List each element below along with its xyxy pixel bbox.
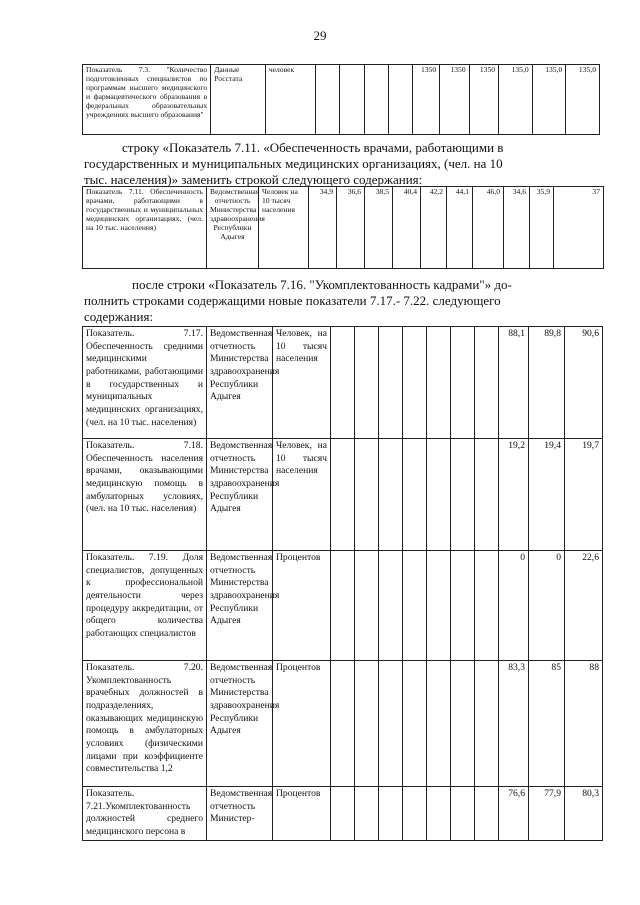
value-cell bbox=[427, 551, 451, 661]
table-new-indicators bbox=[82, 326, 603, 841]
indicator-name: Показатель. 7.20. Укомплектованность врачебных должностей в подразделениях, оказывающих медицинскую помощь в амбулаторных условиях (физическими лицами при коэффициенте совместительства 1,2 bbox=[83, 661, 207, 787]
indicator-unit: Человек, на 10 тысяч населения bbox=[273, 327, 331, 439]
value-cell: 19,2 bbox=[499, 439, 529, 551]
value-cell bbox=[379, 327, 403, 439]
page-number: 29 bbox=[313, 28, 327, 43]
value-cell bbox=[403, 439, 427, 551]
paragraph-replace-7-11 bbox=[84, 140, 604, 188]
value-cell bbox=[451, 327, 475, 439]
table-row bbox=[83, 439, 603, 551]
value-cell: 46,0 bbox=[473, 187, 504, 269]
value-cell bbox=[403, 661, 427, 787]
value-cell bbox=[379, 551, 403, 661]
value-cell: 19,7 bbox=[565, 439, 603, 551]
table-row bbox=[83, 551, 603, 661]
value-cell bbox=[331, 327, 355, 439]
value-cell bbox=[316, 65, 340, 135]
value-cell bbox=[355, 551, 379, 661]
value-cell: 135,0 bbox=[532, 65, 566, 135]
indicator-source: Ведомственная отчетность Министерства здравоохранения Республики Адыгея bbox=[207, 327, 273, 439]
indicator-source: Ведомственная отчетность Министерства здравоохранения Республики Адыгея bbox=[207, 551, 273, 661]
value-cell bbox=[427, 787, 451, 841]
paragraph-line: тыс. населения)» заменить строкой следующего содержания: bbox=[84, 172, 423, 187]
value-cell bbox=[379, 661, 403, 787]
value-cell: 35,9 bbox=[530, 187, 554, 269]
value-cell: 80,3 bbox=[565, 787, 603, 841]
indicator-unit: Процентов bbox=[273, 661, 331, 787]
indicator-name: Показатель. 7.17. Обеспеченность средними медицинскими работниками, работающими в государственных и муниципальных медицинских организациях, (чел. на 10 тыс. населения) bbox=[83, 327, 207, 439]
table-row bbox=[83, 787, 603, 841]
value-cell: 1350 bbox=[469, 65, 498, 135]
value-cell bbox=[379, 787, 403, 841]
indicator-unit: Процентов bbox=[273, 787, 331, 841]
paragraph-line: после строки «Показатель 7.16. "Укомплектованность кадрами"» до- bbox=[132, 277, 512, 292]
value-cell bbox=[427, 439, 451, 551]
indicator-source: Ведомственная отчетность Министерства здравоохранения Республики Адыгея bbox=[207, 661, 273, 787]
value-cell: 89,8 bbox=[529, 327, 565, 439]
paragraph-line: содержания: bbox=[84, 309, 154, 324]
paragraph-line: государственных и муниципальных медицинских организациях, (чел. на 10 bbox=[84, 156, 503, 171]
value-cell bbox=[331, 661, 355, 787]
paragraph-add-indicators bbox=[84, 277, 604, 325]
value-cell: 34,9 bbox=[309, 187, 337, 269]
value-cell bbox=[403, 327, 427, 439]
indicator-name: Показатель 7.11. Обеспеченность врачами, работающими в государственных и муниципальных медицинских организациях, (чел. на 10 тыс. населения) bbox=[83, 187, 207, 269]
indicator-source: Данные Росстата bbox=[211, 65, 266, 135]
indicator-unit: Человек, на 10 тысяч населения bbox=[273, 439, 331, 551]
value-cell bbox=[451, 551, 475, 661]
value-cell bbox=[427, 661, 451, 787]
value-cell bbox=[388, 65, 412, 135]
table-row bbox=[83, 661, 603, 787]
value-cell: 34,6 bbox=[504, 187, 530, 269]
table-row bbox=[83, 187, 604, 269]
value-cell: 19,4 bbox=[529, 439, 565, 551]
value-cell: 38,5 bbox=[365, 187, 393, 269]
value-cell bbox=[451, 661, 475, 787]
value-cell: 77,9 bbox=[529, 787, 565, 841]
indicator-name: Показатель. 7.21.Укомплектованность должностей среднего медицинского персона в bbox=[83, 787, 207, 841]
value-cell bbox=[451, 439, 475, 551]
value-cell: 44,1 bbox=[447, 187, 473, 269]
indicator-source: Ведомственная отчетность Министер- bbox=[207, 787, 273, 841]
value-cell bbox=[451, 787, 475, 841]
value-cell: 42,2 bbox=[421, 187, 447, 269]
value-cell bbox=[475, 551, 499, 661]
value-cell bbox=[331, 551, 355, 661]
value-cell: 0 bbox=[529, 551, 565, 661]
value-cell bbox=[403, 551, 427, 661]
value-cell bbox=[475, 439, 499, 551]
value-cell: 90,6 bbox=[565, 327, 603, 439]
value-cell bbox=[331, 787, 355, 841]
value-cell: 1350 bbox=[412, 65, 439, 135]
value-cell bbox=[355, 661, 379, 787]
table-indicator-7-11 bbox=[82, 186, 604, 269]
value-cell bbox=[403, 787, 427, 841]
indicator-unit: Процентов bbox=[273, 551, 331, 661]
table-row bbox=[83, 327, 603, 439]
indicator-source: Ведомственная отчетность Министерства здравоохранения Республики Адыгея bbox=[207, 187, 259, 269]
indicator-unit: Человек на 10 тысяч населения bbox=[259, 187, 309, 269]
indicator-source: Ведомственная отчетность Министерства здравоохранения Республики Адыгея bbox=[207, 439, 273, 551]
value-cell: 22,6 bbox=[565, 551, 603, 661]
value-cell: 1350 bbox=[440, 65, 469, 135]
value-cell: 135,0 bbox=[499, 65, 533, 135]
value-cell bbox=[427, 327, 451, 439]
value-cell: 88,1 bbox=[499, 327, 529, 439]
value-cell bbox=[475, 327, 499, 439]
value-cell: 36,6 bbox=[337, 187, 365, 269]
value-cell bbox=[331, 439, 355, 551]
value-cell bbox=[379, 439, 403, 551]
value-cell: 0 bbox=[499, 551, 529, 661]
value-cell bbox=[355, 439, 379, 551]
value-cell: 76,6 bbox=[499, 787, 529, 841]
indicator-unit: человек bbox=[265, 65, 315, 135]
table-row bbox=[83, 65, 600, 135]
value-cell bbox=[355, 787, 379, 841]
indicator-name: Показатель. 7.19. Доля специалистов, допущенных к профессиональной деятельности через процедуру аккредитации, от общего количества работающих специалистов bbox=[83, 551, 207, 661]
value-cell bbox=[340, 65, 364, 135]
paragraph-line: строку «Показатель 7.11. «Обеспеченность врачами, работающими в bbox=[122, 140, 504, 155]
value-cell bbox=[355, 327, 379, 439]
paragraph-line: полнить строками содержащими новые показатели 7.17.- 7.22. следующего bbox=[84, 293, 501, 308]
table-indicator-7-3 bbox=[82, 64, 600, 135]
value-cell: 37 bbox=[554, 187, 604, 269]
value-cell: 88 bbox=[565, 661, 603, 787]
value-cell bbox=[475, 661, 499, 787]
value-cell: 40,4 bbox=[393, 187, 421, 269]
indicator-name: Показатель 7.3. "Количество подготовленных специалистов по программам высшего медицинского и фармацевтического образования в федеральных образовательных учреждениях высшего образования" bbox=[83, 65, 211, 135]
value-cell bbox=[475, 787, 499, 841]
value-cell bbox=[364, 65, 388, 135]
indicator-name: Показатель. 7.18. Обеспеченность населения врачами, оказывающими медицинскую помощь в амбулаторных условиях, (чел. на 10 тыс. населения) bbox=[83, 439, 207, 551]
value-cell: 83,3 bbox=[499, 661, 529, 787]
value-cell: 135,0 bbox=[566, 65, 600, 135]
value-cell: 85 bbox=[529, 661, 565, 787]
